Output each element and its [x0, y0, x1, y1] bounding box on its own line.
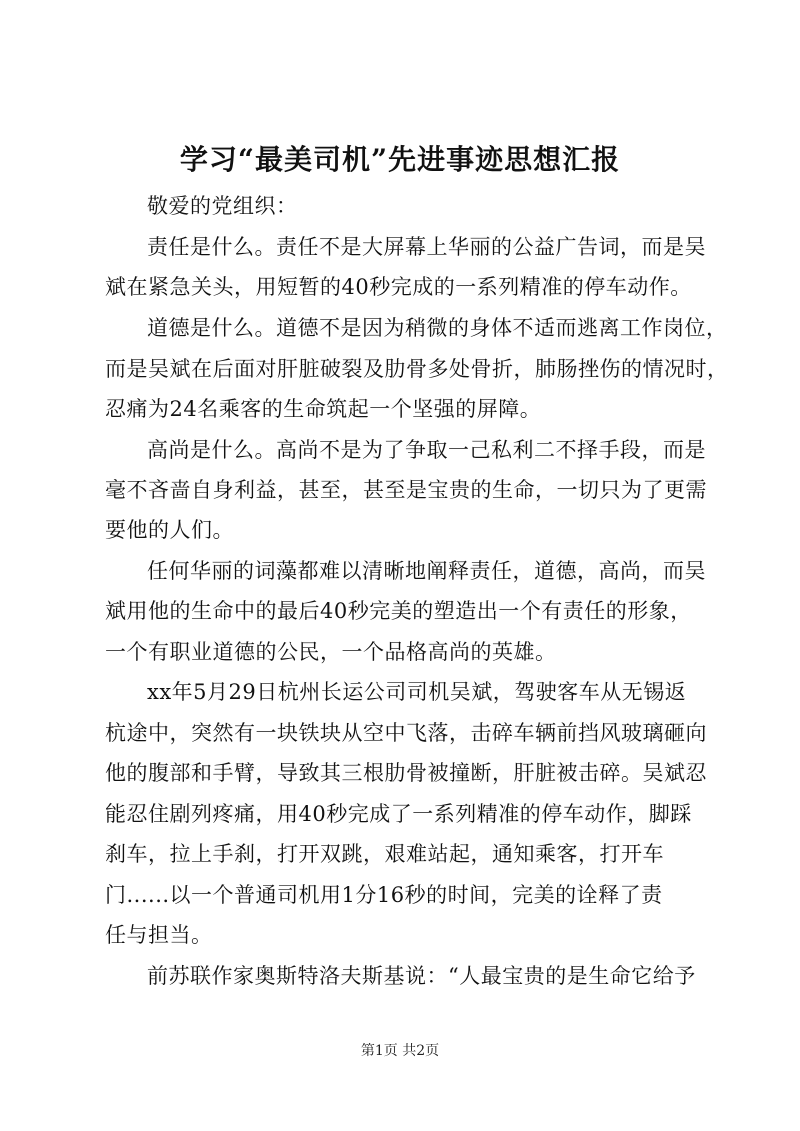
- paragraph-line: 要他的人们。: [105, 518, 234, 542]
- paragraph-line: 道德是什么。道德不是因为稍微的身体不适而逃离工作岗位，: [147, 316, 728, 340]
- paragraph-line: xx年5月29日杭州长运公司司机吴斌，驾驶客车从无锡返: [147, 680, 687, 704]
- paragraph-line: 杭途中，突然有一块铁块从空中飞落，击碎车辆前挡风玻璃砸向: [105, 721, 707, 745]
- paragraph-line: 刹车，拉上手刹，打开双跳，艰难站起，通知乘客，打开车: [105, 842, 664, 866]
- paragraph-line: 高尚是什么。高尚不是为了争取一己私利二不择手段，而是: [147, 438, 706, 462]
- paragraph-line: 斌在紧急关头，用短暂的40秒完成的一系列精准的停车动作。: [105, 275, 692, 299]
- paragraph-line: 而是吴斌在后面对肝脏破裂及肋骨多处骨折，肺肠挫伤的情况时，: [105, 357, 729, 381]
- salutation: 敬爱的党组织：: [147, 194, 298, 218]
- paragraph-line: 责任是什么。责任不是大屏幕上华丽的公益广告词，而是吴: [147, 235, 706, 259]
- paragraph-line: 斌用他的生命中的最后40秒完美的塑造出一个有责任的形象，: [105, 599, 692, 623]
- paragraph-line: 任何华丽的词藻都难以清晰地阐释责任，道德，高尚，而吴: [147, 559, 706, 583]
- paragraph-line: 他的腹部和手臂，导致其三根肋骨被撞断，肝脏被击碎。吴斌忍: [105, 761, 707, 785]
- paragraph-line: 忍痛为24名乘客的生命筑起一个坚强的屏障。: [105, 397, 542, 421]
- paragraph-line: 能忍住剧列疼痛，用40秒完成了一系列精准的停车动作，脚踩: [105, 802, 692, 826]
- paragraph-line: 前苏联作家奥斯特洛夫斯基说：“人最宝贵的是生命它给予: [147, 964, 696, 988]
- document-title: 学习“最美司机”先进事迹思想汇报: [179, 143, 621, 176]
- paragraph-line: 毫不吝啬自身利益，甚至，甚至是宝贵的生命，一切只为了更需: [105, 478, 707, 502]
- paragraph-line: 门......以一个普通司机用1分16秒的时间，完美的诠释了责: [105, 883, 663, 907]
- page-number-footer: 第1页 共2页: [360, 1043, 440, 1059]
- paragraph-line: 任与担当。: [105, 923, 213, 947]
- paragraph-line: 一个有职业道德的公民，一个品格高尚的英雄。: [105, 640, 557, 664]
